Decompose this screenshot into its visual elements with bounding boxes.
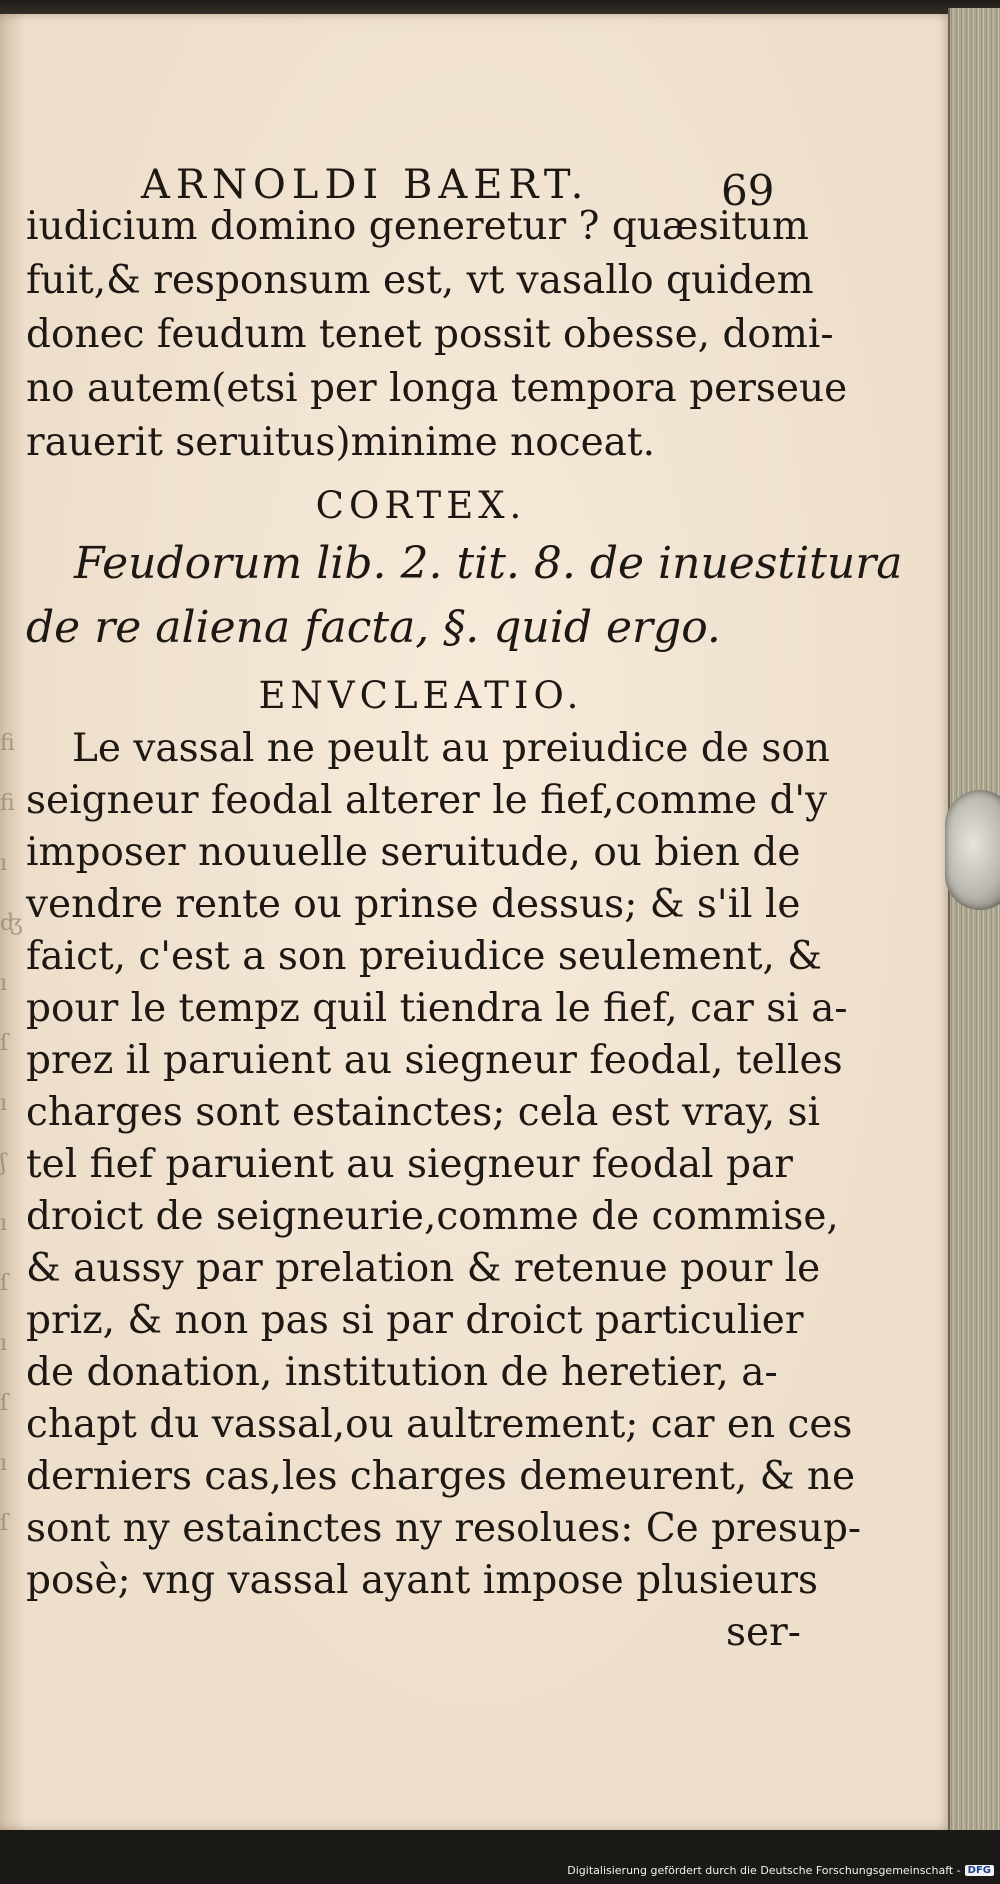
text-line: seigneur feodal alterer le fief,comme d'y — [26, 778, 828, 823]
cortex-heading: CORTEX. — [315, 484, 527, 527]
text-line: faict, c'est a son preiudice seulement, & — [26, 934, 823, 979]
text-line: donec feudum tenet possit obesse, domi- — [26, 312, 834, 357]
text-line: imposer nouuelle seruitude, ou bien de — [26, 830, 801, 875]
book-clasp — [945, 790, 1000, 910]
credit-text: Digitalisierung gefördert durch die Deutsche Forschungsgemeinschaft - — [567, 1864, 961, 1877]
text-line: de donation, institution de heretier, a- — [26, 1350, 778, 1395]
enucleatio-heading: ENVCLEATIO. — [258, 674, 584, 717]
text-line: droict de seigneurie,comme de commise, — [26, 1194, 839, 1239]
text-line: tel fief paruient au siegneur feodal par — [26, 1142, 793, 1187]
text-line: charges sont estainctes; cela est vray, si — [26, 1090, 821, 1135]
text-line: & aussy par prelation & retenue pour le — [26, 1246, 821, 1291]
cortex-line: de re aliena facta, §. quid ergo. — [26, 602, 721, 653]
text-line: priz, & non pas si par droict particulier — [26, 1298, 804, 1343]
text-line: iudicium domino generetur ? quæsitum — [26, 204, 809, 249]
digitization-credit — [567, 1864, 994, 1877]
text-line: no autem(etsi per longa tempora perseue — [26, 366, 848, 411]
text-line: derniers cas,les charges demeurent, & ne — [26, 1454, 856, 1499]
page-number: 69 — [721, 166, 775, 215]
dfg-logo: DFG — [965, 1865, 994, 1876]
text-line: pour le tempz quil tiendra le fief, car si a- — [26, 986, 848, 1031]
text-line: prez il paruient au siegneur feodal, telles — [26, 1038, 843, 1083]
text-line: posè; vng vassal ayant impose plusieurs — [26, 1558, 819, 1603]
text-line: chapt du vassal,ou aultrement; car en ces — [26, 1402, 853, 1447]
cortex-line: Feudorum lib. 2. tit. 8. de inuestitura — [74, 538, 903, 589]
text-line: rauerit seruitus)minime noceat. — [26, 420, 655, 465]
text-line: sont ny estainctes ny resolues: Ce presup- — [26, 1506, 862, 1551]
running-title: ARNOLDI BAERT. — [141, 162, 590, 208]
book-page — [0, 14, 952, 1830]
text-line: fuit,& responsum est, vt vasallo quidem — [26, 258, 814, 303]
page-fore-edge — [948, 8, 1000, 1838]
catchword: ser- — [726, 1610, 801, 1655]
gutter-bleed-marks: ﬁ ﬁ ı ʤ ı ſ ı ʃ ı ſ ı ſ ı ſ — [0, 731, 23, 1536]
text-block — [26, 14, 903, 1830]
text-line: Le vassal ne peult au preiudice de son — [72, 726, 830, 771]
text-line: vendre rente ou prinse dessus; & s'il le — [26, 882, 801, 927]
